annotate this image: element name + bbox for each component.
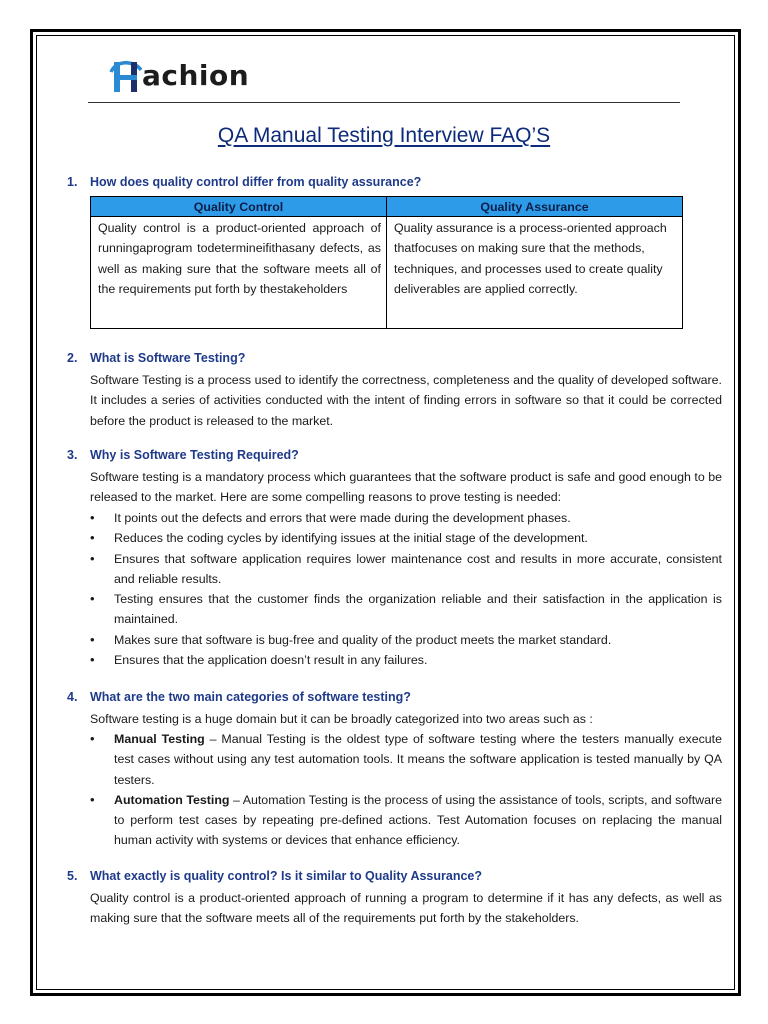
list-item: • Reduces the coding cycles by identifying issues at the initial stage of the development. [90,528,722,548]
list-item [90,729,722,790]
question-number: 4. [67,690,78,704]
table-header-quality-control: Quality Control [91,197,387,217]
list-item: • It points out the defects and errors that were made during the development phases. [90,508,722,528]
term-description: – Manual Testing is the oldest type of software testing where the testers manually execute test cases without using any test automation tools. It means the software application is tested manually by QA testers. [114,732,723,787]
table-header-quality-assurance: Quality Assurance [387,197,683,217]
list-item [90,790,722,851]
term-description: – Automation Testing is the process of using the assistance of tools, scripts, and software to perform test cases by repeating pre-defined actions. Test Automation focuses on replacing the manual human activity with systems or devices that enhance efficiency. [114,792,723,848]
answer-3-list [90,508,722,670]
question-1 [67,175,421,189]
question-number: 2. [67,351,78,365]
question-2 [67,351,245,365]
question-number: 5. [67,869,78,883]
hachion-h-logo-icon [108,56,142,92]
header-divider [88,102,680,103]
question-5 [67,869,482,883]
question-text: What are the two main categories of software testing? [90,690,411,704]
list-item: • Makes sure that software is bug-free and quality of the product meets the market standard. [90,630,722,650]
table-header-row [91,197,683,217]
comparison-table [90,196,683,329]
logo-wordmark: achion [142,59,250,92]
list-item: • Ensures that the application doesn’t result in any failures. [90,650,722,670]
answer-3: Software testing is a mandatory process which guarantees that the software product is safe and good enough to be released to the market. Here are some compelling reasons to prove testing is needed: [90,470,722,505]
answer-4-list [90,729,722,851]
answer-5: Quality control is a product-oriented approach of running a program to determine if it has any defects, as well as making sure that the software meets all of the requirements put forth by the stakeholders. [90,891,722,926]
answer-2: Software Testing is a process used to identify the correctness, completeness and the quality of developed software. It includes a series of activities conducted with the intent of finding errors in software so that it could be corrected before the product is released to the market. [90,373,722,428]
question-3 [67,448,299,462]
question-text: Why is Software Testing Required? [90,448,299,462]
term-automation-testing: Automation Testing [114,792,230,807]
table-row [91,217,683,329]
term-manual-testing: Manual Testing [114,732,205,746]
answer-4: Software testing is a huge domain but it can be broadly categorized into two areas such as : [90,712,593,726]
list-item: • Ensures that software application requires lower maintenance cost and results in more accurate, consistent and reliable results. [90,549,722,590]
question-text: What is Software Testing? [90,351,246,365]
table-cell-quality-assurance: Quality assurance is a process-oriented approach thatfocuses on making sure that the methods, techniques, and processes used to create quality deliverables are applied correctly. [387,217,683,329]
table-cell-quality-control: Quality control is a product-oriented approach of runningaprogram todetermineifithasany defects, as well as making sure that the software meets all of the requirements put forth by thestakeholders [91,217,387,329]
list-item: • Testing ensures that the customer finds the organization reliable and their satisfaction in the application is maintained. [90,589,722,630]
hachion-logo [108,52,249,92]
question-4 [67,690,411,704]
page-title: QA Manual Testing Interview FAQ’S [217,124,551,147]
question-number: 1. [67,175,78,189]
question-text: How does quality control differ from quality assurance? [90,175,422,189]
question-number: 3. [67,448,78,462]
question-text: What exactly is quality control? Is it similar to Quality Assurance? [90,869,482,883]
